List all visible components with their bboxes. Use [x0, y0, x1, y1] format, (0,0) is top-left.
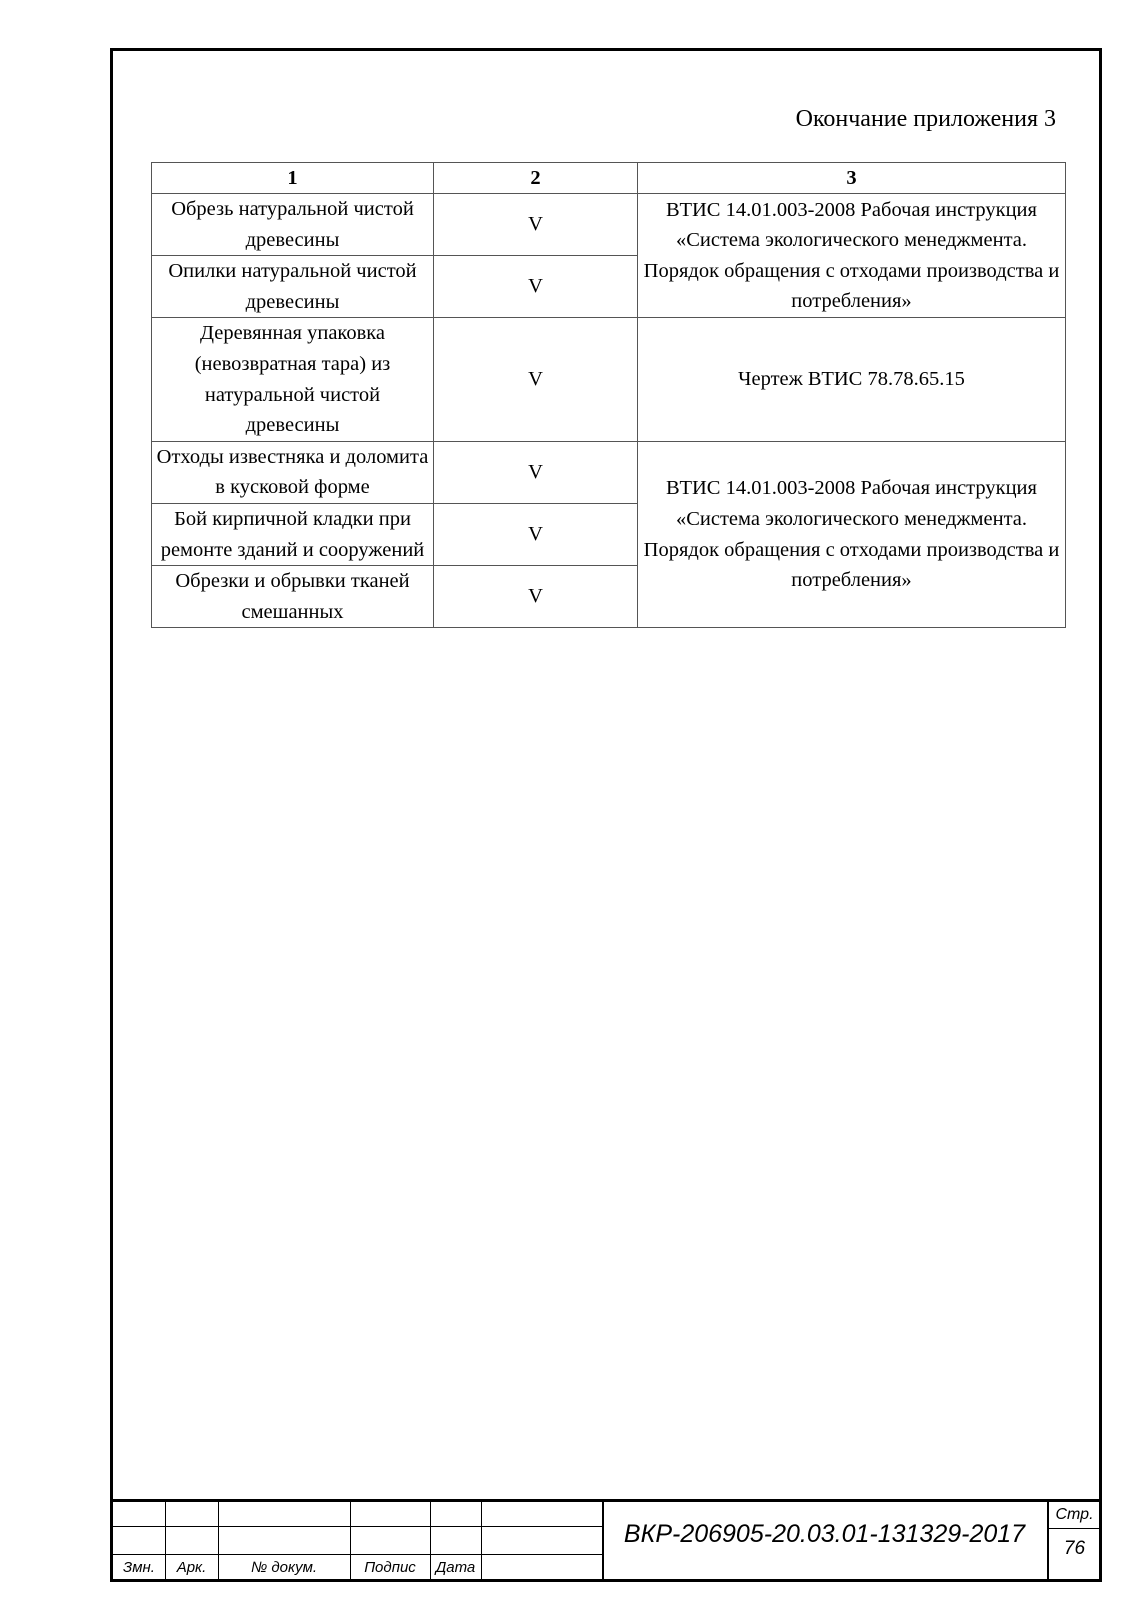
sheet-label: Арк. — [176, 1559, 207, 1576]
mark-cell: V — [434, 503, 638, 565]
change-label: Змн. — [123, 1559, 155, 1576]
waste-name-cell: Опилки натуральной чистой древесины — [152, 256, 434, 318]
stamp-row-line — [113, 1526, 602, 1527]
waste-name-cell: Обрезки и обрывки тканей смешанных — [152, 566, 434, 628]
date-label: Дата — [435, 1559, 476, 1576]
document-cell: ВТИС 14.01.003-2008 Рабочая инструкция «Система экологического менеджмента. Порядок обращения с отходами производства и потребления» — [638, 441, 1066, 628]
title-block — [110, 1499, 1102, 1582]
doc-number-label: № докум. — [250, 1559, 318, 1576]
waste-table — [151, 162, 1066, 628]
page-label: Стр. — [1055, 1506, 1094, 1523]
stamp-row-line — [1047, 1528, 1102, 1529]
table-row — [152, 194, 1066, 256]
table-row — [152, 441, 1066, 503]
mark-cell: V — [434, 318, 638, 441]
waste-name-cell: Обрезь натуральной чистой древесины — [152, 194, 434, 256]
waste-name-cell: Бой кирпичной кладки при ремонте зданий и сооружений — [152, 503, 434, 565]
appendix-heading: Окончание приложения 3 — [795, 106, 1056, 132]
stamp-divider — [481, 1502, 482, 1579]
table-header-cell: 2 — [434, 163, 638, 194]
stamp-row-line — [113, 1554, 602, 1555]
document-cell: Чертеж ВТИС 78.78.65.15 — [638, 318, 1066, 441]
mark-cell: V — [434, 256, 638, 318]
waste-name-cell: Деревянная упаковка (невозвратная тара) из натуральной чистой древесины — [152, 318, 434, 441]
table-row — [152, 318, 1066, 441]
mark-cell: V — [434, 194, 638, 256]
mark-cell: V — [434, 566, 638, 628]
document-cell: ВТИС 14.01.003-2008 Рабочая инструкция «Система экологического менеджмента. Порядок обращения с отходами производства и потребления» — [638, 194, 1066, 318]
table-header-cell: 3 — [638, 163, 1066, 194]
document-code: ВКР-206905-20.03.01-131329-2017 — [623, 1520, 1026, 1548]
table-header-cell: 1 — [152, 163, 434, 194]
signature-label: Подпис — [364, 1559, 416, 1576]
mark-cell: V — [434, 441, 638, 503]
table-header-row — [152, 163, 1066, 194]
waste-name-cell: Отходы известняка и доломита в кусковой форме — [152, 441, 434, 503]
page-number: 76 — [1063, 1538, 1086, 1559]
